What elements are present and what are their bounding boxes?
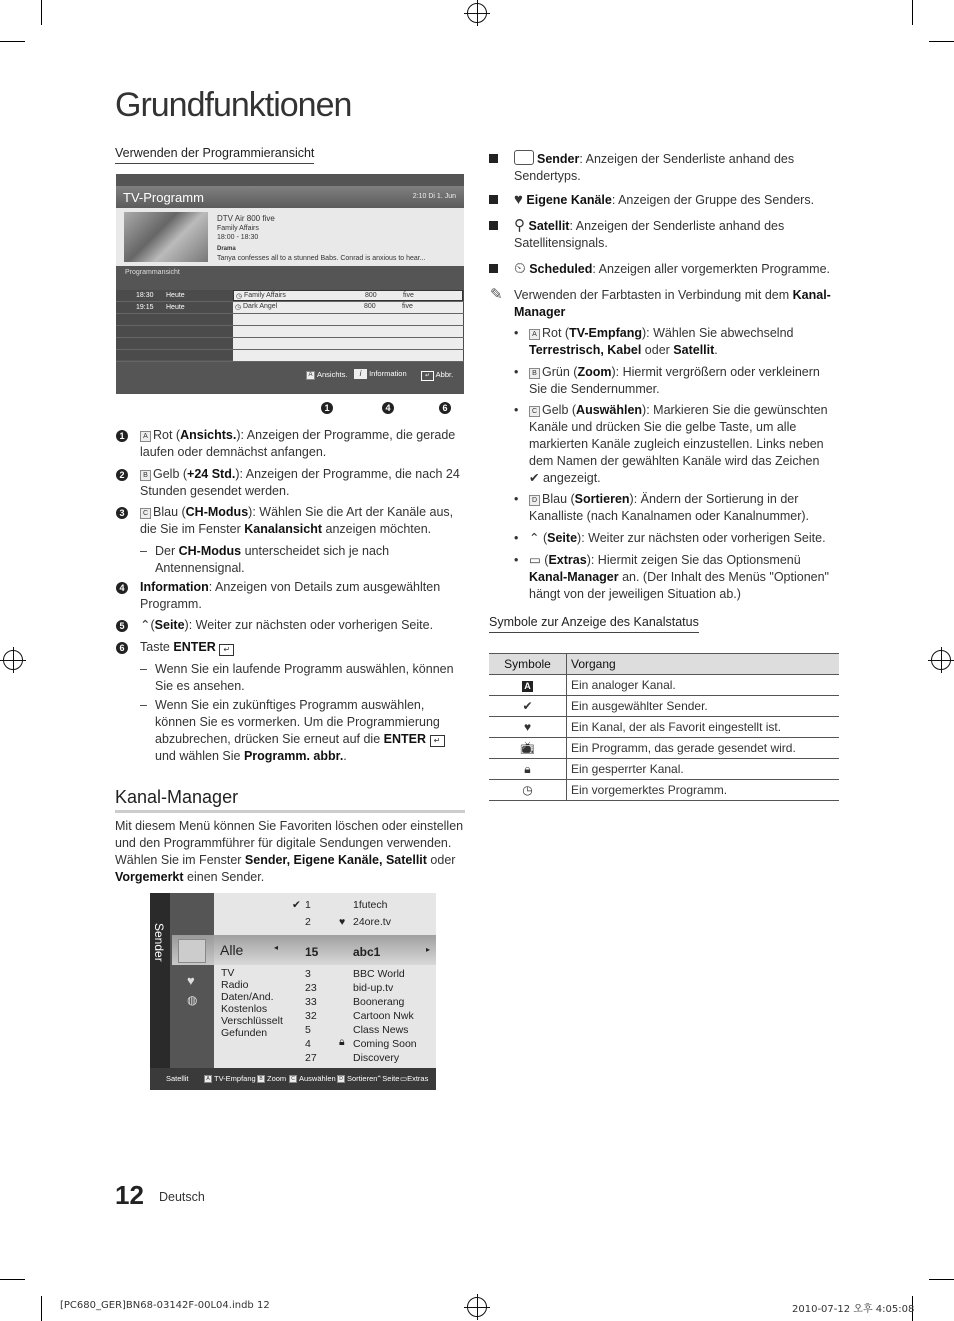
page-updown-icon: ⌃ [140,618,151,632]
kanal-intro: Mit diesem Menü können Sie Favoriten löschen oder einstellen und den Programmführer für digitale Sendungen verwenden. Wählen Sie im Fenster Sender, Eigene Kanäle, Satellit oder Vorgemerkt einen Sender. [115,819,464,884]
key-c-icon: C [529,406,540,417]
info-slot: 18:00 - 18:30 [217,234,259,241]
heart-icon: ♥ [339,916,346,928]
language: Deutsch [159,1190,205,1204]
selected-category[interactable]: Alle [220,942,244,958]
page-title: Grundfunktionen [115,86,352,124]
clock-icon: ◷ [236,293,243,300]
clock-icon: ◷ [489,780,567,801]
status-heading: Symbole zur Anzeige des Kanalstatus [489,615,699,633]
sub-gruen: • B Grün (Zoom): Hiermit vergrößern oder verkleinern Sie die Sendernummer. [514,365,820,396]
heart-icon: ♥ [514,191,523,208]
registration-mark-icon [3,650,23,670]
table-row: A Ein analoger Kanal. [489,675,839,696]
table-row: 📺︎ Ein Programm, das gerade gesendet wird. [489,738,839,759]
item-6: Taste ENTER ↵ [140,639,468,656]
item-1: A Rot (Ansichts.): Anzeigen der Programme, die gerade laufen oder demnächst anfangen. [140,428,456,459]
marker: 1 [321,402,333,414]
table-row: ✔ Ein ausgewählter Sender. [489,696,839,717]
channel-numbers: 3 23 33 32 5 4 27 [305,968,317,1064]
sub-extras: • ▭ (Extras): Hiermit zeigen Sie das Optionsmenü Kanal-Manager an. (Der Inhalt des Menüs "Optionen" hängt von der jeweiligen Situation ab.) [514,553,829,601]
section-heading: Verwenden der Programmieransicht [115,146,314,164]
key-a-icon: A [529,329,540,340]
page-updown-icon: ⌃ [529,531,540,545]
tools-icon: ▭ [529,553,541,567]
bullet-icon [489,221,498,230]
tv-icon[interactable] [178,939,206,963]
item-6-sub-b: – Wenn Sie ein zukünftiges Programm auswählen, können Sie es vormerken. Um die Programmierung abzubrechen, drücken Sie erneut auf die ENTER ↵ und wählen Sie Programm. abbr.. [140,697,466,765]
key-d-icon: D [529,495,540,506]
lock-icon: 🔒︎ [339,1036,345,1048]
key-a-icon: A [306,371,315,380]
tv-title: TV-Programm [123,190,204,205]
bullet-satellit: ⚲ Satellit: Anzeigen der Senderliste anhand des Satellitensignals. [514,217,785,250]
item-2: B Gelb (+24 Std.): Anzeigen der Programme, die nach 24 Stunden gesendet werden. [140,467,460,498]
item-3-sub: – Der CH-Modus unterscheidet sich je nach Antennensignal. [140,544,390,575]
check-icon: ✔ [489,696,567,717]
lock-icon: 🔒︎ [489,759,567,780]
heart-icon[interactable]: ♥ [187,973,195,988]
channel-names[interactable]: BBC World bid-up.tv Boonerang Cartoon Nwk Class News Coming Soon Discovery [353,968,417,1064]
tv-guide-screen: TV-Programm 2:10 Di 1. Jun DTV Air 800 five Family Affairs 18:00 - 18:30 Drama Tanya confesses all to a stunned Babs. Conrad is anxious to hear... Programmansicht 18:30 Heute ◷ Family Affairs 800 five 19:15 Heute ◷ Dark Angel 800 five A Ansichts. i Information ↵ Abbr. [116,174,464,394]
guide-row[interactable]: 19:15 Heute ◷ Dark Angel 800 five [116,302,464,314]
item-4: Information: Anzeigen von Details zum ausgewählten Programm. [140,580,441,611]
item-6-sub-a: – Wenn Sie ein laufende Programm auswählen, können Sie es ansehen. [140,662,454,693]
registration-mark-icon [931,650,951,670]
enter-icon: ↵ [430,735,445,747]
sub-seite: • ⌃ (Seite): Weiter zur nächsten oder vorherigen Seite. [514,531,826,545]
bullet-icon [489,264,498,273]
marker: 6 [439,402,451,414]
note-text: Verwenden der Farbtasten in Verbindung mit dem Kanal-Manager [514,288,831,319]
program-thumbnail [124,212,208,262]
registration-mark-icon [467,3,487,23]
info-genre: Drama [217,246,236,252]
item-3: C Blau (CH-Modus): Wählen Sie die Art der Kanäle aus, die Sie im Fenster Kanalansicht anzeigen möchten. [140,505,454,536]
info-channel: DTV Air 800 five [217,214,275,223]
bullet-icon [489,195,498,204]
key-a-icon: A [140,431,151,442]
key-b-icon: B [529,368,540,379]
table-row: 🔒︎ Ein gesperrter Kanal. [489,759,839,780]
bullet-icon [489,154,498,163]
analog-icon: A [522,681,533,692]
note-icon: ✎ [490,286,503,303]
selected-channel[interactable]: abc1 [353,945,381,959]
info-icon: i [354,369,367,379]
bullet-eigene: ♥ Eigene Kanäle: Anzeigen der Gruppe des Senders. [514,191,815,208]
cm-footer: Satellit A TV-Empfang B Zoom C Auswählen D Sortieren ⌃Seite ▭Extras [166,1074,429,1083]
enter-icon: ↵ [219,644,234,656]
guide-row[interactable]: 18:30 Heute ◷ Family Affairs 800 five [116,290,464,302]
enter-icon: ↵ [421,371,434,381]
check-icon: ✔ [529,471,540,485]
tv-icon: 📺︎ [489,738,567,759]
table-row: ◷ Ein vorgemerktes Programm. [489,780,839,801]
table-row: ♥ Ein Kanal, der als Favorit eingestellt ist. [489,717,839,738]
channel-manager-screen: Sender ♥ ◍ ✔ 1 1futech 2 ♥ 24ore.tv Alle ◂ 15 abc1 ▸ TV Radio Daten/And. Kostenlos Verschlüsselt Gefunden 3 23 33 32 5 4 27 🔒︎ BBC World bid-up.tv Boonerang Cartoon Nwk Class News Coming Soon Discovery Satellit A TV-Empfang B Zoom C Auswählen D Sortieren ⌃Seite ▭Extras [150,893,436,1090]
satellite-icon: ⚲ [514,217,525,234]
tv-time: 2:10 Di 1. Jun [412,193,456,200]
item-5: ⌃(Seite): Weiter zur nächsten oder vorherigen Seite. [140,618,434,632]
clock-icon: ⏲ [514,260,526,277]
bullet-sender: Sender: Anzeigen der Senderliste anhand des Sendertyps. [514,152,795,183]
bullet-scheduled: ⏲ Scheduled: Anzeigen aller vorgemerkten Programme. [514,260,831,277]
clock-icon: ◷ [235,304,242,311]
marker: 4 [382,402,394,414]
check-icon: ✔ [292,899,301,911]
category-list[interactable]: TV Radio Daten/And. Kostenlos Verschlüsselt Gefunden [221,967,283,1039]
registration-mark-icon [467,1297,487,1317]
sub-rot: • A Rot (TV-Empfang): Wählen Sie abwechselnd Terrestrisch, Kabel oder Satellit. [514,326,794,357]
page-number: 12 [115,1180,144,1210]
side-tab: Sender [152,923,166,962]
info-show: Family Affairs [217,225,259,232]
tv-icon [514,150,534,165]
print-date: 2010-07-12 오후 4:05:08 [792,1304,915,1315]
file-info: [PC680_GER]BN68-03142F-00L04.indb 12 [60,1300,270,1311]
sub-blau: • D Blau (Sortieren): Ändern der Sortierung in der Kanalliste (nach Kanalnamen oder Kanalnummer). [514,492,810,523]
key-b-icon: B [140,470,151,481]
kanal-manager-heading: Kanal-Manager [115,787,465,813]
view-label: Programmansicht [125,269,180,276]
satellite-icon[interactable]: ◍ [187,993,198,1007]
status-table: Symbole Vorgang A Ein analoger Kanal. ✔ Ein ausgewählter Sender. ♥ Ein Kanal, der als Favorit eingestellt ist. 📺︎ Ein Programm, das gerade gesendet wird. 🔒︎ Ein gesperrter Kanal. ◷ Ein vorgemerktes Programm. [489,653,839,801]
info-desc: Tanya confesses all to a stunned Babs. Conrad is anxious to hear... [217,255,426,262]
sub-gelb: • C Gelb (Auswählen): Markieren Sie die gewünschten Kanäle und drücken Sie die gelbe Taste, um alle markierten Kanäle zugleich einzustellen. Links neben dem Namen der gewählten Kanäle wird das Zeichen ✔ angezeigt. [514,403,828,485]
heart-icon: ♥ [489,717,567,738]
key-c-icon: C [140,508,151,519]
